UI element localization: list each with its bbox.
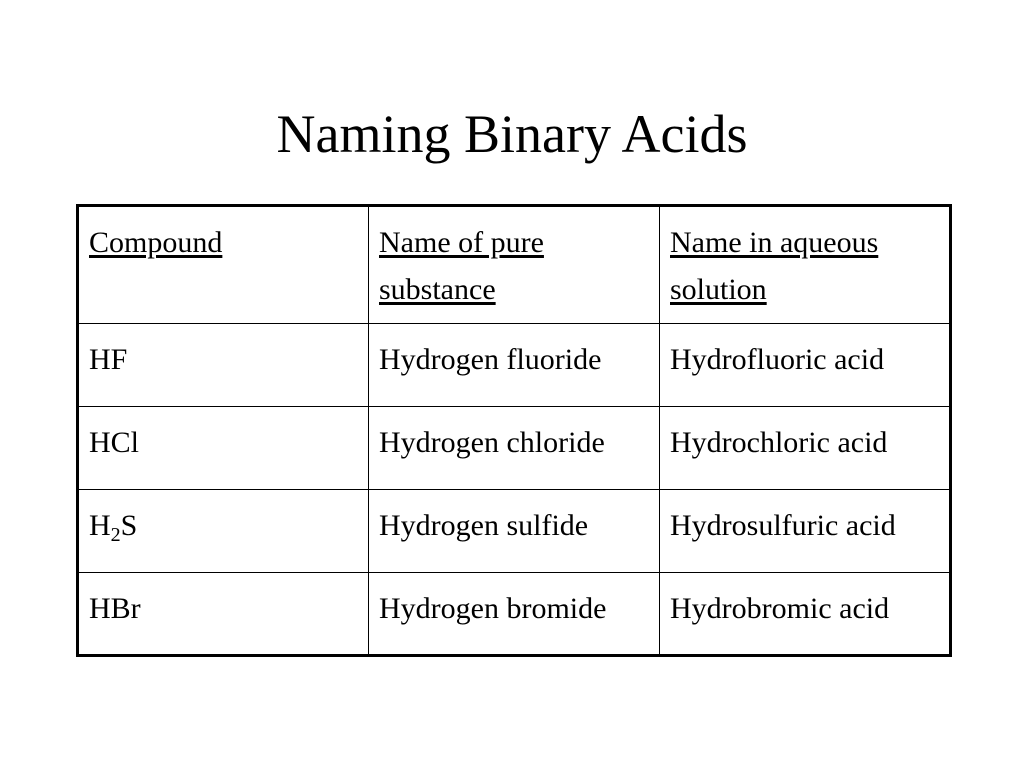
pure-name-cell: Hydrogen chloride: [369, 407, 660, 490]
pure-name-cell: Hydrogen bromide: [369, 573, 660, 656]
compound-cell: $H_2S$: [78, 490, 369, 573]
header-aqueous-solution: Name in aqueous solution: [660, 206, 951, 324]
table-row: [78, 324, 951, 407]
aqueous-name-cell: Hydrochloric acid: [660, 407, 951, 490]
aqueous-name-cell: Hydrobromic acid: [660, 573, 951, 656]
binary-acids-table: [76, 204, 952, 657]
header-compound: Compound: [78, 206, 369, 324]
table-row: [78, 490, 951, 573]
header-pure-substance: Name of pure substance: [369, 206, 660, 324]
pure-name-cell: Hydrogen sulfide: [369, 490, 660, 573]
table-row: [78, 573, 951, 656]
table-header-row: [78, 206, 951, 324]
pure-name-cell: Hydrogen fluoride: [369, 324, 660, 407]
slide-title: Naming Binary Acids: [276, 104, 748, 164]
aqueous-name-cell: Hydrofluoric acid: [660, 324, 951, 407]
compound-cell: HBr: [78, 573, 369, 656]
compound-cell: HCl: [78, 407, 369, 490]
compound-cell: HF: [78, 324, 369, 407]
aqueous-name-cell: Hydrosulfuric acid: [660, 490, 951, 573]
table-row: [78, 407, 951, 490]
